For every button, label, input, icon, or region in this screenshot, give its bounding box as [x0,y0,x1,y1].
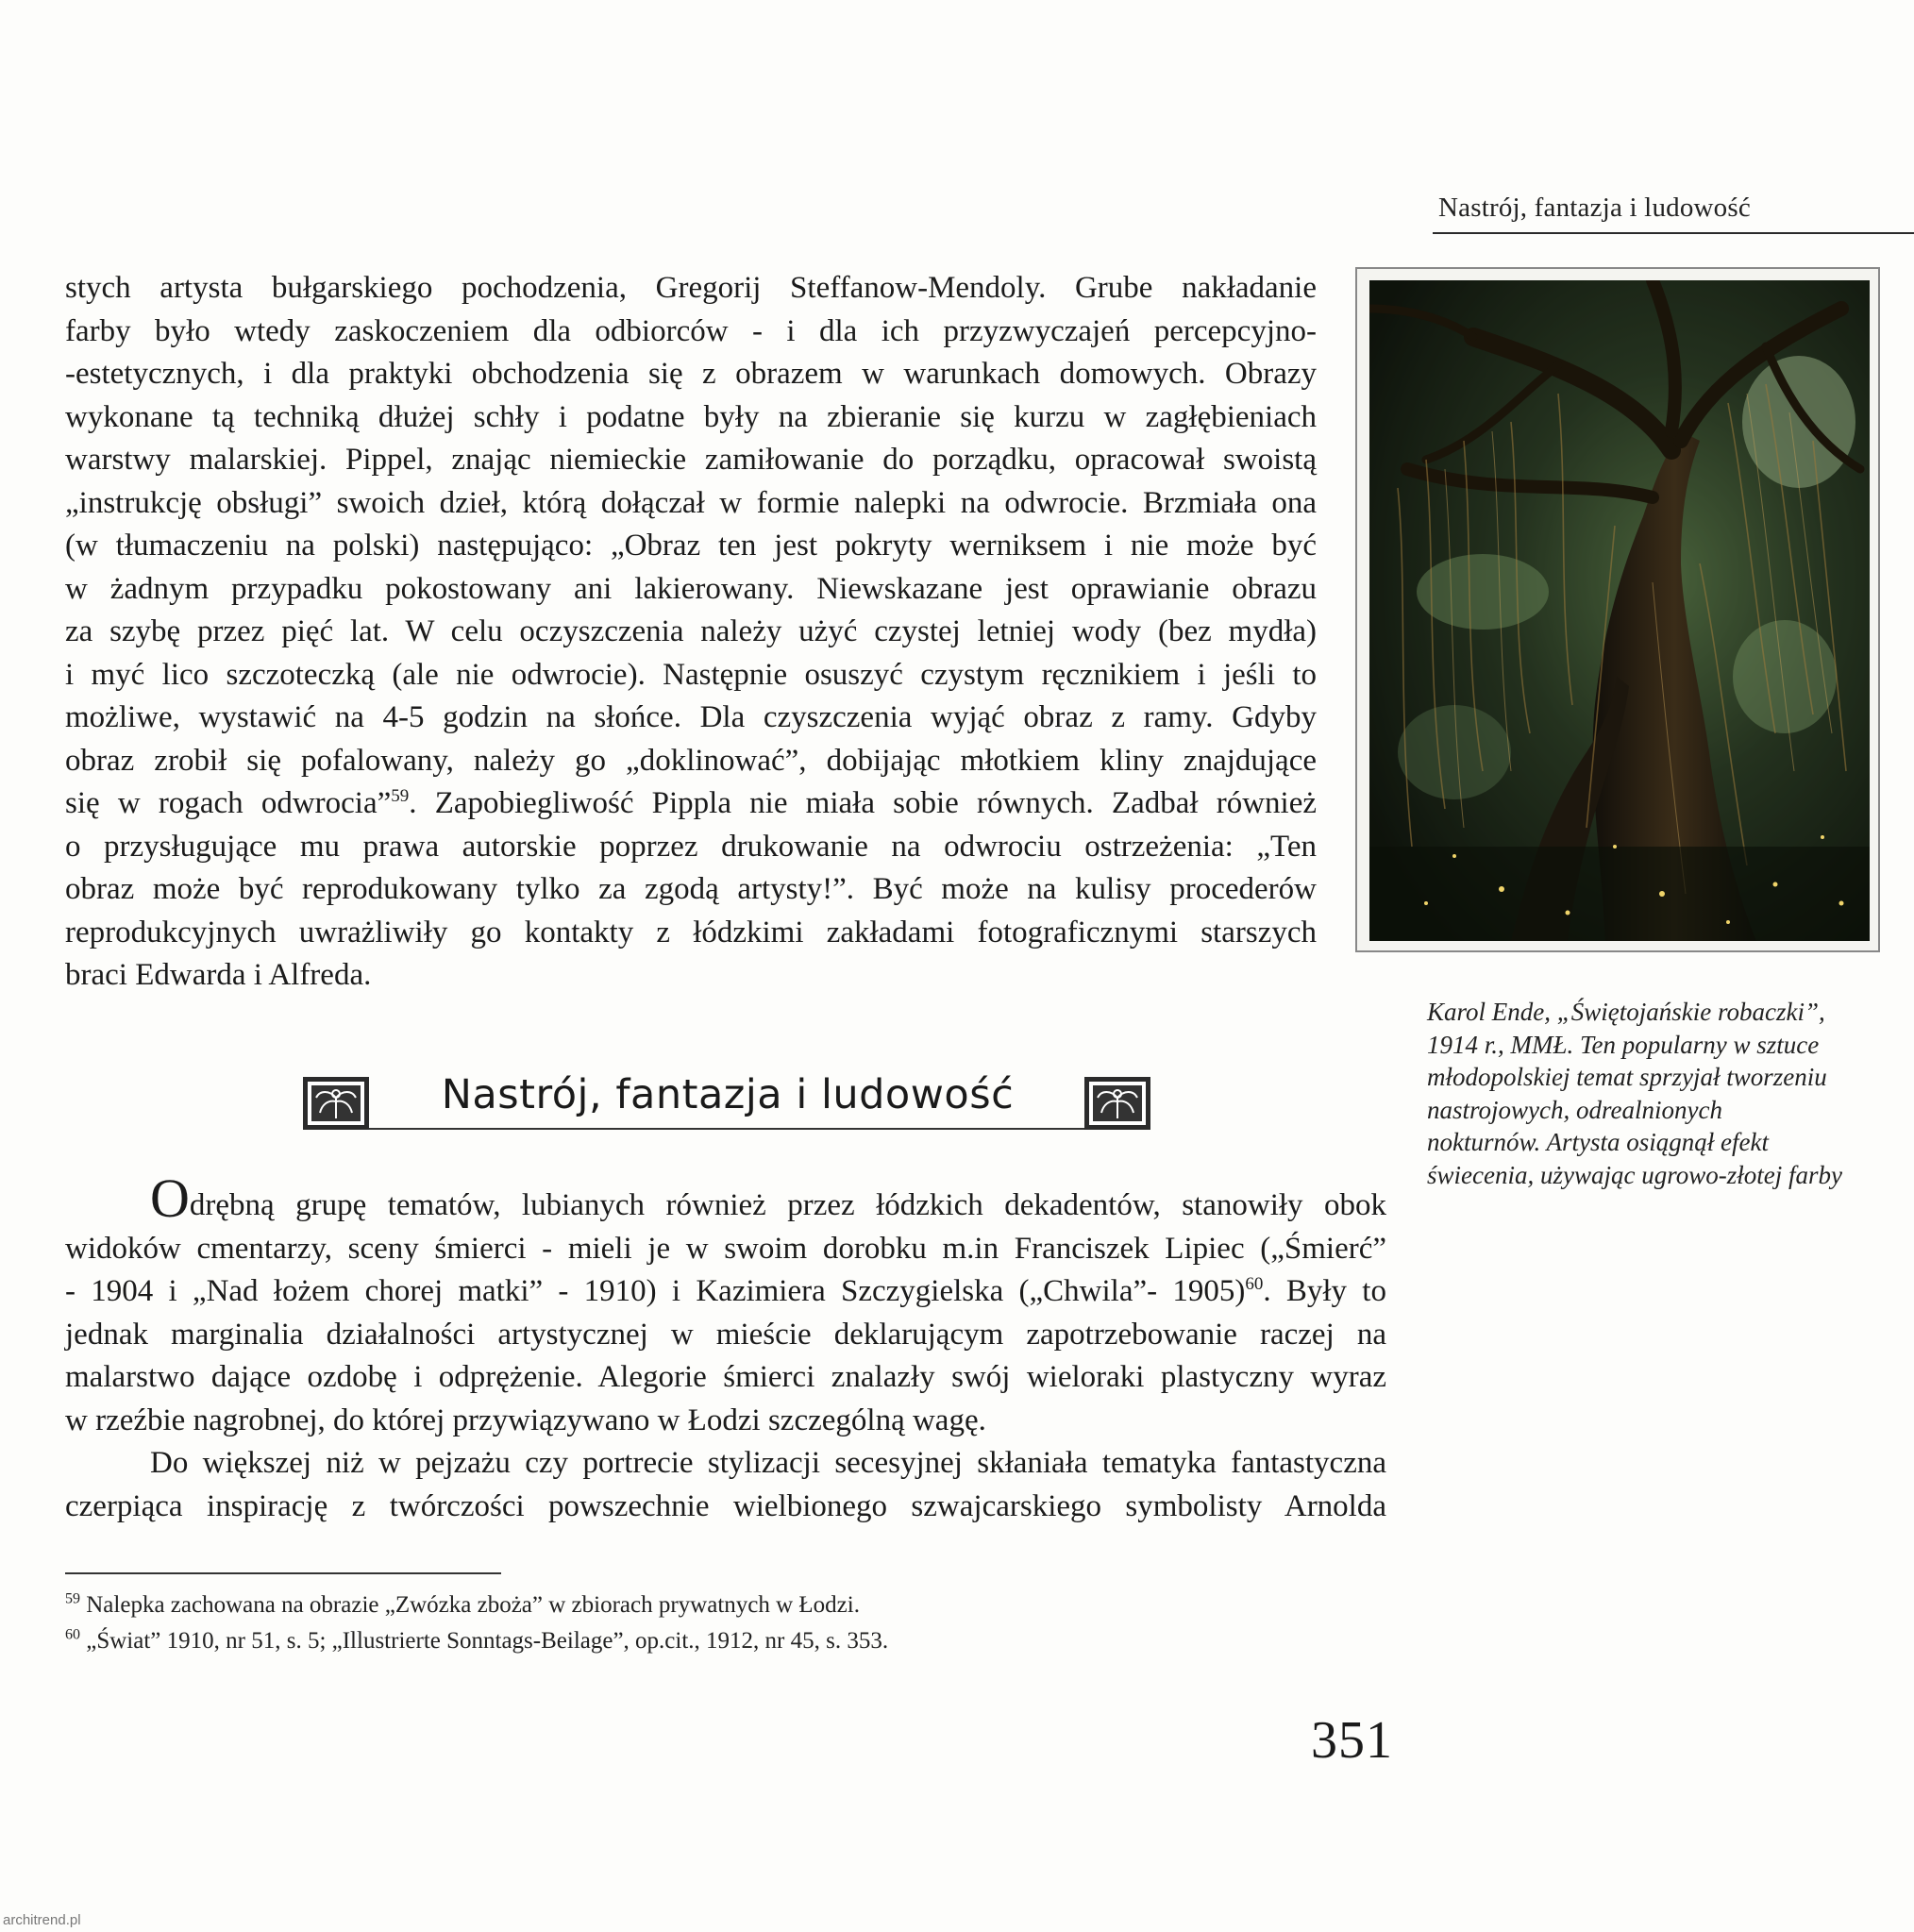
text-fragment: - 1904 i „Nad łożem chorej matki” - 1910) i Kazimiera Szczygielska („Chwila”- 1905) [65,1274,1246,1308]
text-line: Do większej niż w pejzażu czy portrecie stylizacji secesyjnej skłaniała tematyka fantastyczna [150,1446,1386,1480]
text-fragment: . Były to [1263,1274,1386,1308]
text-line: reprodukcyjnych uwrażliwiły go kontakty z łódzkimi zakładami fotograficznymi starszych [65,915,1317,949]
text-line: braci Edwarda i Alfreda. [65,958,372,992]
paragraph-1 [65,267,1317,998]
text-line: stych artysta bułgarskiego pochodzenia, Gregorij Steffanow-Mendoly. Grube nakładanie [65,271,1317,305]
text-line: czerpiąca inspirację z twórczości powszechnie wielbionego szwajcarskiego symbolisty Arnolda [65,1488,1386,1523]
watermark: architrend.pl [3,1912,81,1928]
caption-line: świecenia, używając ugrowo-złotej farby [1427,1160,1842,1189]
footnote-ref-59[interactable]: 59 [391,786,410,806]
footnote-text: Nalepka zachowana na obrazie „Zwózka zboża” w zbiorach prywatnych w Łodzi. [86,1592,860,1618]
text-line: możliwe, wystawić na 4-5 godzin na słońce. Dla czyszczenia wyjąć obraz z ramy. Gdyby [65,700,1317,734]
text-line [65,1270,1386,1314]
running-header: Nastrój, fantazja i ludowość [1438,193,1751,223]
header-rule [1433,232,1914,234]
text-line: widoków cmentarzy, sceny śmierci - mieli je w swoim dorobku m.in Franciszek Lipiec („Śmierć” [65,1231,1386,1266]
footnote-rule [65,1572,501,1574]
text-line: -estetycznych, i dla praktyki obchodzenia się z obrazem w warunkach domowych. Obrazy [65,357,1317,391]
caption-line: nastrojowych, odrealnionych [1427,1095,1722,1124]
footnote-59 [65,1588,1103,1623]
caption-line: młodopolskiej temat sprzyjał tworzeniu [1427,1063,1827,1091]
footnote-number: 59 [65,1590,80,1607]
text-fragment: drębną grupę tematów, lubianych również przez łódzkich dekadentów, stanowiły obok [189,1188,1386,1222]
footnote-number: 60 [65,1626,80,1643]
caption-line: nokturnów. Artysta osiągnął efekt [1427,1128,1769,1156]
section-heading [303,1071,1150,1132]
text-line: „instrukcję obsługi” swoich dzieł, którą dołączał w formie nalepki na odwrocie. Brzmiała ona [65,485,1317,520]
text-line: w rzeźbie nagrobnej, do której przywiązywano w Łodzi szczególną wagę. [65,1403,986,1437]
drop-cap: O [150,1168,190,1229]
footnotes [65,1588,1103,1659]
text-line: o przysługujące mu prawa autorskie poprzez drukowanie na odwrociu ostrzeżenia: „Ten [65,829,1317,864]
figure-frame [1355,267,1880,952]
painting-illustration [1369,280,1870,941]
text-line: warstwy malarskiej. Pippel, znając niemieckie zamiłowanie do porządku, opracował swoistą [65,443,1317,477]
text-line: i myć lico szczoteczką (ale nie odwrocie). Następnie osuszyć czystym ręcznikiem i jeśli to [65,657,1317,692]
text-line: farby było wtedy zaskoczeniem dla odbiorców - i dla ich przyzwyczajeń percepcyjno- [65,313,1317,348]
footnote-ref-60[interactable]: 60 [1245,1274,1264,1294]
text-line: obraz może być reprodukowany tylko za zgodą artysty!”. Być może na kulisy procederów [65,872,1317,906]
text-fragment: . Zapobiegliwość Pippla nie miała sobie równych. Zadbał również [409,786,1318,820]
text-line [65,782,1317,826]
caption-line: 1914 r., MMŁ. Ten popularny w sztuce [1427,1030,1820,1059]
ornament-left-icon [303,1077,369,1130]
paragraph-2 [65,1168,1386,1528]
painting-image [1369,280,1870,941]
text-line: obraz zrobił się pofalowany, należy go „doklinować”, dobijając młotkiem kliny znajdujące [65,743,1317,778]
text-line: malarstwo dające ozdobę i odprężenie. Alegorie śmierci znalazły swój wieloraki plastyczny wyraz [65,1360,1386,1394]
text-line [65,1168,1386,1229]
text-line: za szybę przez pięć lat. W celu oczyszczenia należy użyć czystej letniej wody (bez mydła) [65,614,1317,648]
footnote-60 [65,1623,1103,1659]
text-line: w żadnym przypadku pokostowany ani lakierowany. Niewskazane jest oprawianie obrazu [65,571,1317,606]
text-line: jednak marginalia działalności artystycznej w mieście deklarującym zapotrzebowanie raczej na [65,1317,1386,1352]
text-line: wykonane tą techniką dłużej schły i podatne były na zbieranie się kurzu w zagłębieniach [65,399,1317,434]
text-fragment: się w rogach odwrocia” [65,786,392,820]
ornament-right-icon [1084,1077,1150,1130]
page-number: 351 [1311,1711,1393,1770]
caption-line: Karol Ende, „Świętojańskie robaczki”, [1427,998,1825,1026]
footnote-text: „Świat” 1910, nr 51, s. 5; „Illustrierte Sonntags-Beilage”, op.cit., 1912, nr 45, s. 353. [86,1628,889,1654]
section-title: Nastrój, fantazja i ludowość [441,1071,1015,1118]
text-line: (w tłumaczeniu na polski) następująco: „Obraz ten jest pokryty werniksem i nie może być [65,529,1317,563]
figure-caption [1427,996,1880,1191]
